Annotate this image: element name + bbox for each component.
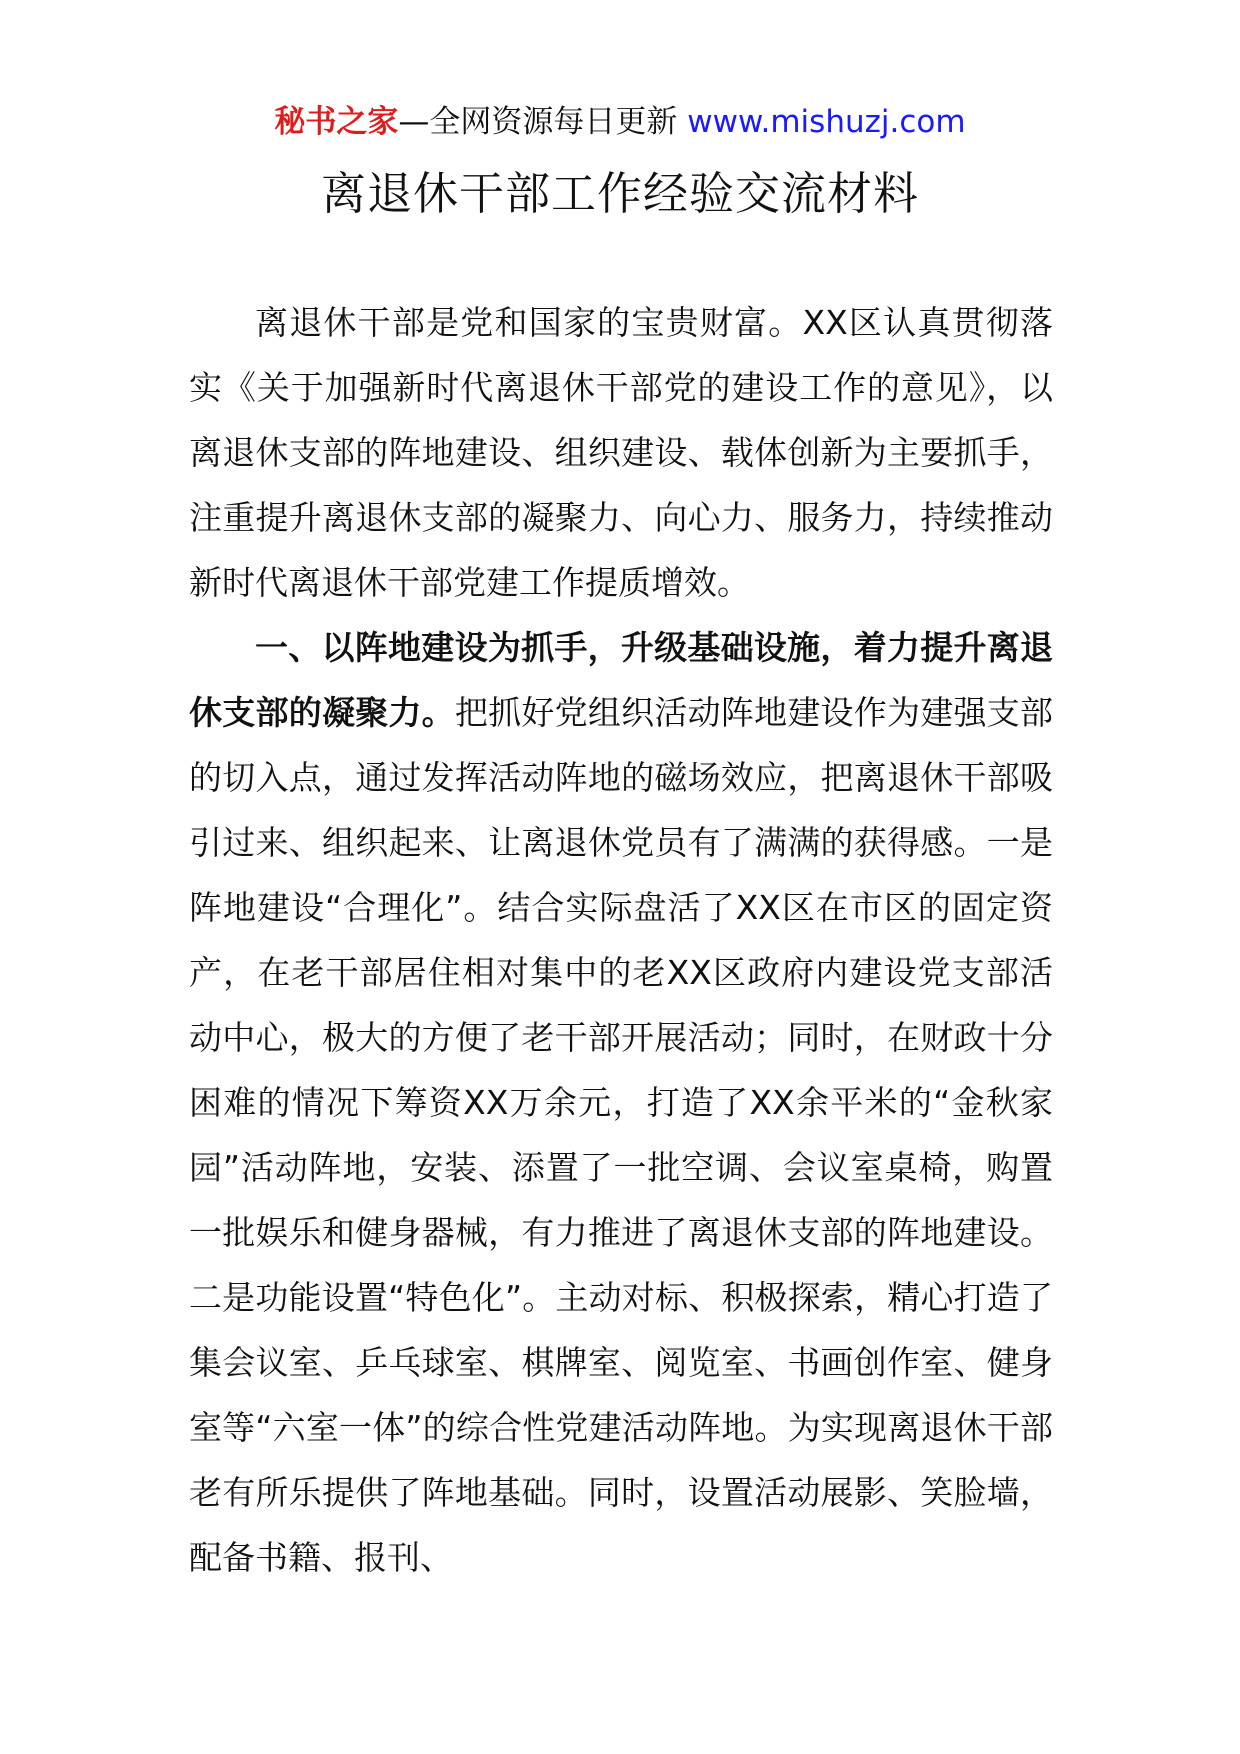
paragraph-text: 离退休干部是党和国家的宝贵财富。XX区认真贯彻落实《关于加强新时代离退休干部党的建设工作的意见》，以离退休支部的阵地建设、组织建设、载体创新为主要抓手，注重提升离退休支部的凝聚力、向心力、服务力，持续推动新时代离退休干部党建工作提质增效。 — [189, 303, 1053, 602]
document-body — [189, 290, 1053, 1590]
document-title: 离退休干部工作经验交流材料 — [320, 167, 919, 220]
paragraph-text: 把抓好党组织活动阵地建设作为建强支部的切入点，通过发挥活动阵地的磁场效应，把离退休干部吸引过来、组织起来、让离退休党员有了满满的获得感。一是阵地建设“合理化”。结合实际盘活了XX区在市区的固定资产，在老干部居住相对集中的老XX区政府内建设党支部活动中心，极大的方便了老干部开展活动；同时，在财政十分困难的情况下筹资XX万余元，打造了XX余平米的“金秋家园”活动阵地，安装、添置了一批空调、会议室桌椅，购置一批娱乐和健身器械，有力推进了离退休支部的阵地建设。二是功能设置“特色化”。主动对标、积极探索，精心打造了集会议室、乒乓球室、棋牌室、阅览室、书画创作室、健身室等“六室一体”的综合性党建活动阵地。为实现离退休干部老有所乐提供了阵地基础。同时，设置活动展影、笑脸墙，配备书籍、报刊、 — [189, 693, 1054, 1577]
site-brand: 秘书之家 — [274, 104, 399, 140]
site-tagline: —全网资源每日更新 — [398, 104, 678, 140]
site-header — [0, 100, 1240, 144]
paragraph-section-one — [189, 615, 1053, 1590]
site-url-link[interactable]: www.mishuzj.com — [687, 104, 966, 140]
paragraph-intro — [189, 290, 1053, 615]
section-heading: 一、以阵地建设为抓手，升级基础设施，着力提升离退休支部的凝聚力。 — [189, 628, 1053, 732]
